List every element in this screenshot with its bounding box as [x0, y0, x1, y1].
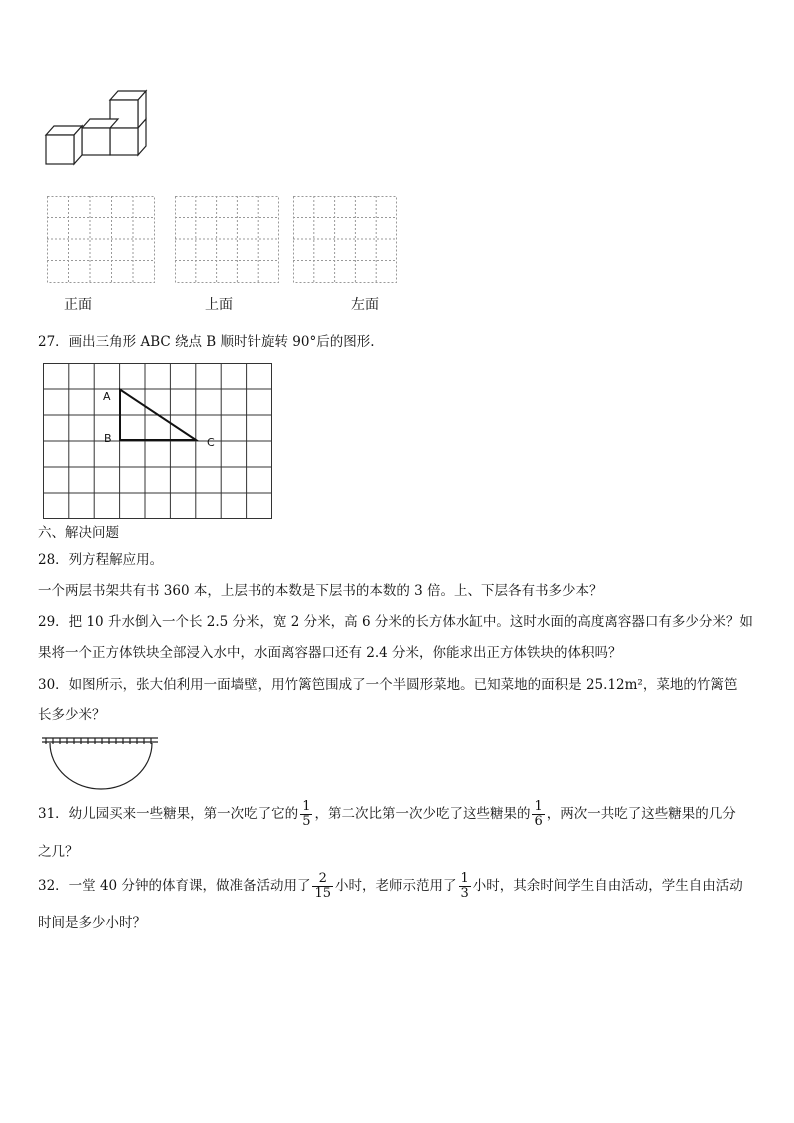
- q32-fraction-1: [312, 872, 333, 901]
- q31-frac2-num: 1: [534, 799, 543, 814]
- q31-fraction-1: [300, 800, 312, 829]
- semicircle-garden-figure: [40, 735, 160, 793]
- point-b-label: B: [104, 432, 112, 445]
- front-view-label: 正面: [64, 297, 92, 313]
- grid-left-view[interactable]: [293, 196, 397, 283]
- q30-line2: 长多少米？: [38, 707, 106, 723]
- q31-line2: 之几？: [38, 844, 79, 860]
- top-view-label: 上面: [205, 297, 233, 313]
- q32-part2: 小时，老师示范用了: [335, 878, 457, 894]
- q28-line2: 一个两层书架共有书 360 本，上层书的本数是下层书的本数的 3 倍。上、下层各有书多少本？: [38, 583, 603, 599]
- q32-line1: [38, 869, 743, 903]
- q31-frac1-den: 5: [302, 814, 311, 829]
- q31-line1: [38, 797, 736, 831]
- rotation-grid[interactable]: [43, 363, 273, 520]
- q31-frac2-den: 6: [534, 814, 543, 829]
- section-title: 六、解决问题: [38, 525, 119, 541]
- grid-front-view[interactable]: [47, 196, 155, 283]
- q31-part3: ，两次一共吃了这些糖果的几分: [546, 806, 736, 822]
- point-c-label: C: [207, 436, 215, 449]
- q28-line1: 28．列方程解应用。: [38, 552, 164, 568]
- q32-frac1-num: 2: [312, 872, 333, 887]
- q29-line2: 果将一个正方体铁块全部浸入水中，水面离容器口还有 2.4 分米，你能求出正方体铁块的体积吗？: [38, 645, 622, 661]
- q32-part1: 32．一堂 40 分钟的体育课，做准备活动用了: [38, 878, 311, 894]
- left-view-label: 左面: [351, 297, 379, 313]
- q32-frac2-num: 1: [460, 871, 469, 886]
- q31-frac1-num: 1: [302, 799, 311, 814]
- grid-top-view[interactable]: [175, 196, 279, 283]
- q32-line2: 时间是多少小时？: [38, 915, 146, 931]
- q31-part2: ，第二次比第一次少吃了这些糖果的: [314, 806, 531, 822]
- q32-frac1-den: 15: [314, 886, 331, 901]
- q31-part1: 31．幼儿园买来一些糖果，第一次吃了它的: [38, 806, 299, 822]
- q29-line1: 29．把 10 升水倒入一个长 2.5 分米，宽 2 分米，高 6 分米的长方体水缸中。这时水面的高度离容器口有多少分米？如: [38, 614, 753, 630]
- q32-frac2-den: 3: [460, 886, 469, 901]
- cube-stack-figure: [40, 88, 152, 168]
- q31-fraction-2: [532, 800, 544, 829]
- q32-part3: 小时，其余时间学生自由活动，学生自由活动: [472, 878, 743, 894]
- point-a-label: A: [103, 390, 111, 403]
- q32-fraction-2: [459, 872, 471, 901]
- q27-text: 27．画出三角形 ABC 绕点 B 顺时针旋转 90°后的图形.: [38, 334, 375, 350]
- q30-line1: 30．如图所示，张大伯利用一面墙壁，用竹篱笆围成了一个半圆形菜地。已知菜地的面积是 25.12m²，菜地的竹篱笆: [38, 677, 738, 693]
